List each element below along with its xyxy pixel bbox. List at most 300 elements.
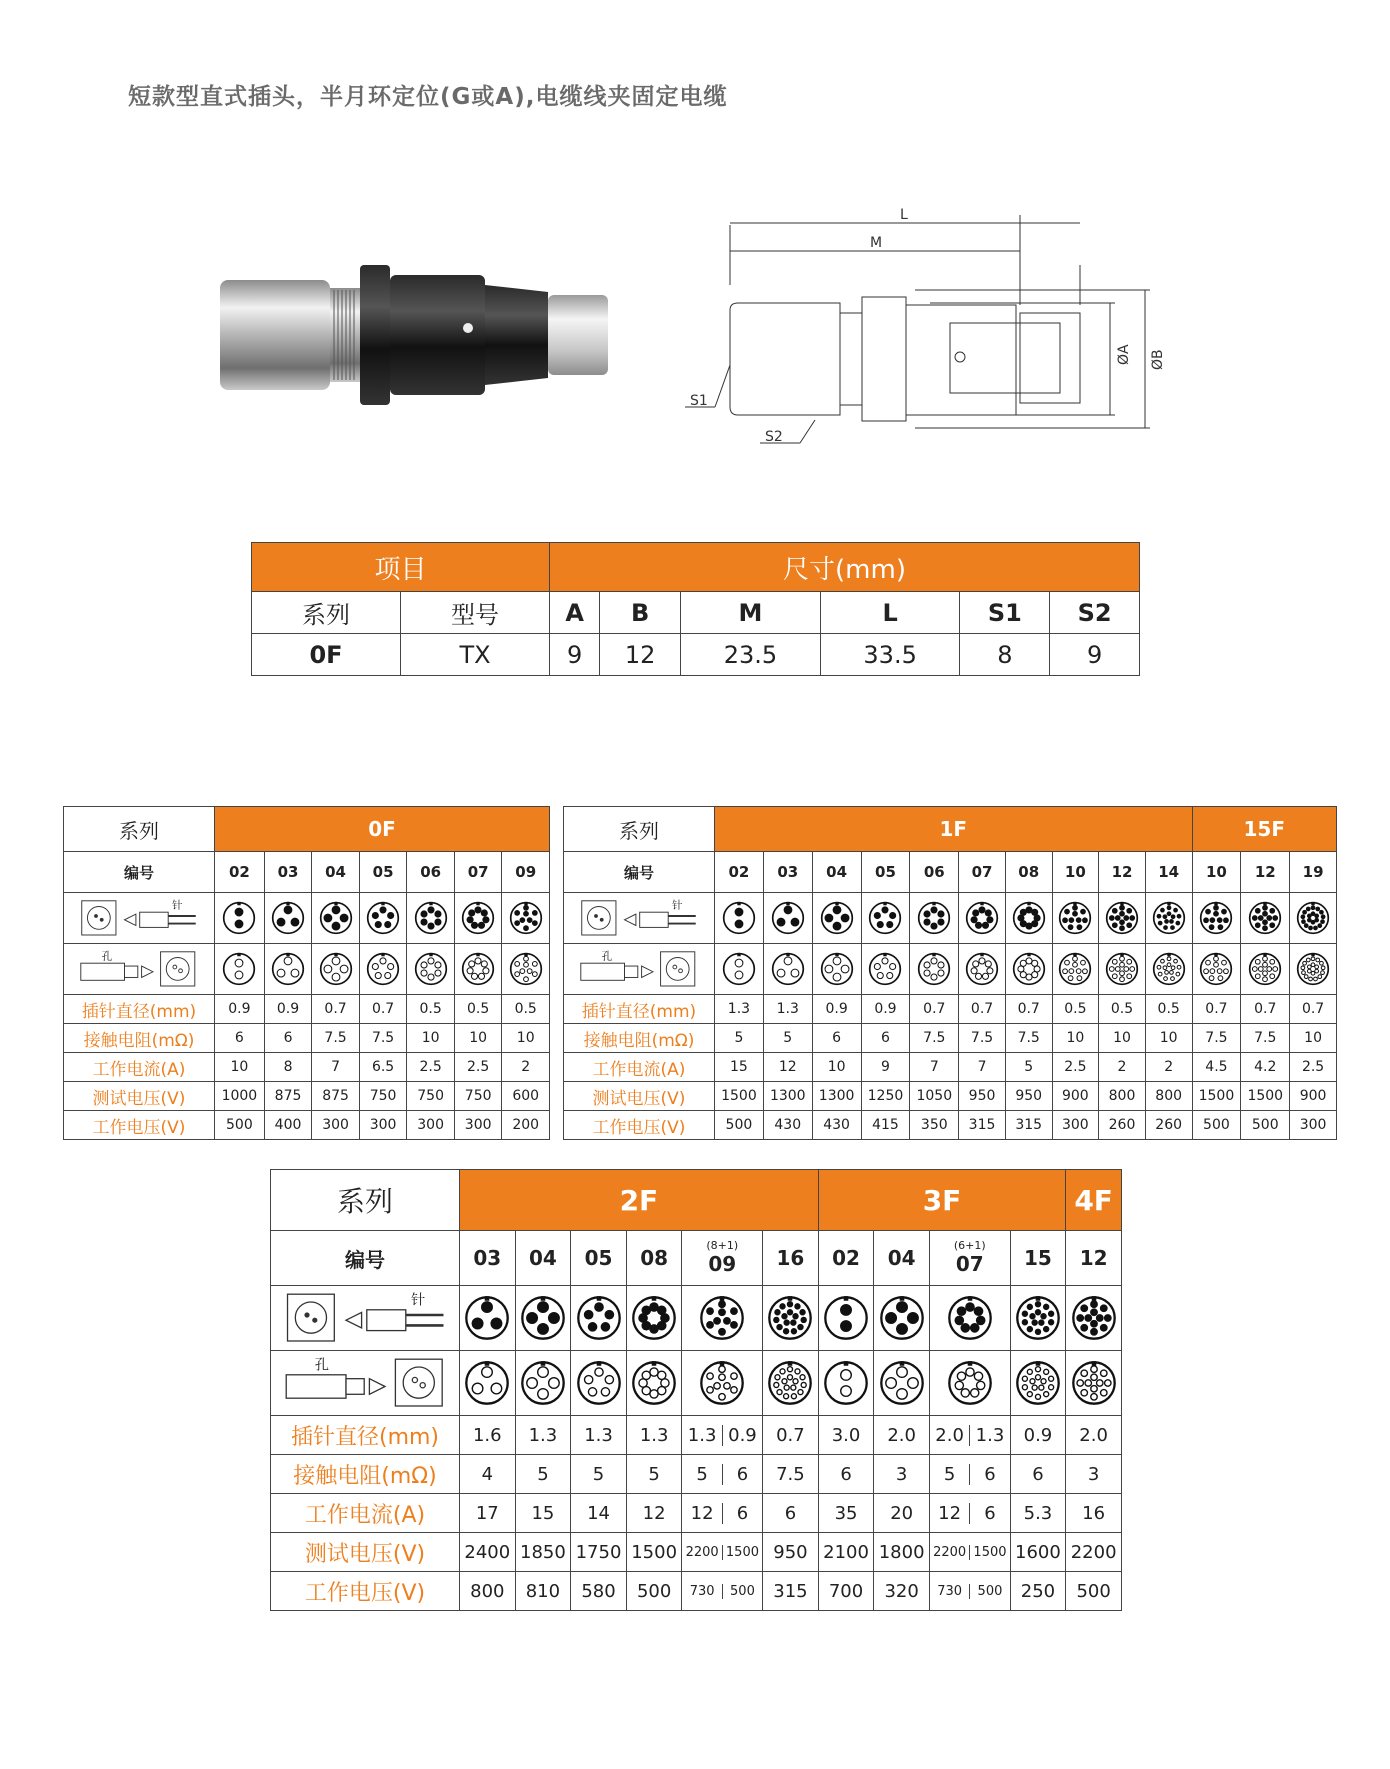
contact-number-10 [1052,852,1099,893]
svg-text:针: 针 [672,899,683,912]
pin-dia-value: 0.5 [1052,995,1099,1024]
pin-dia-value: 0.9 [861,995,910,1024]
split-part: 6 [984,1463,996,1485]
contact-number-12 [1241,852,1290,893]
current-label: 工作电流(A) [271,1494,460,1533]
row-model: TX [401,634,550,676]
pin-dia-value: 1.3 [715,995,764,1024]
resistance-value: 5 [626,1455,682,1494]
hole-layout-16-icon [763,1351,819,1416]
work-voltage-value: 260 [1145,1111,1192,1140]
val-M: 23.5 [681,634,821,676]
test-voltage-value: 1500 [626,1533,682,1572]
hole-layout-12-icon [1066,1351,1122,1416]
work-voltage-value: 430 [812,1111,861,1140]
hole-layout-10-icon [1052,944,1099,995]
contact-number-03 [264,852,312,893]
resistance-value: 7.5 [359,1024,407,1053]
current-value: 20 [874,1494,930,1533]
work-voltage-value: 800 [460,1572,516,1611]
resistance-value: 7.5 [1241,1024,1290,1053]
test-voltage-value: 875 [312,1082,360,1111]
resistance-label: 接触电阻(mΩ) [271,1455,460,1494]
resistance-value: 3 [874,1455,930,1494]
work-voltage-value: 300 [407,1111,455,1140]
work-voltage-value: 315 [1005,1111,1052,1140]
series-label: 系列 [271,1170,460,1231]
pin-layout-10-icon [1052,893,1099,944]
col-S2: S2 [1050,592,1140,634]
hole-legend [564,944,715,995]
pin-dia-value: 0.9 [812,995,861,1024]
work-voltage-label: 工作电压(V) [64,1111,215,1140]
contact-number-12 [1066,1231,1122,1286]
pin-layout-06-icon [910,893,959,944]
contact-number-05 [861,852,910,893]
work-voltage-value: 300 [1052,1111,1099,1140]
current-value: 10 [812,1053,861,1082]
work-voltage-value: 400 [264,1111,312,1140]
contact-number-05 [571,1231,627,1286]
resistance-label: 接触电阻(mΩ) [64,1024,215,1053]
series-label: 系列 [564,807,715,852]
contact-number-text: 02 [832,1246,860,1270]
pin-dia-label: 插针直径(mm) [564,995,715,1024]
test-voltage-value: 900 [1290,1082,1337,1111]
split-part: 5 [682,1464,722,1485]
contact-number-text: 03 [777,863,799,881]
pin-dia-value: 2.0 [874,1416,930,1455]
split-value [682,1533,762,1571]
split-part: 730 [930,1584,970,1599]
contact-number-07 [929,1231,1010,1286]
pin-layout-16-icon [763,1286,819,1351]
hole-layout-08-icon [626,1351,682,1416]
test-voltage-value: 1500 [1192,1082,1241,1111]
hole-layout-04-icon [874,1351,930,1416]
pin-layout-09-icon [682,1286,763,1351]
pin-layout-10-icon [1192,893,1241,944]
pin-dia-value: 0.9 [1010,1416,1066,1455]
resistance-value: 10 [1052,1024,1099,1053]
pin-layout-04-icon [312,893,360,944]
contact-number-05 [359,852,407,893]
pin-layout-08-icon [1005,893,1052,944]
split-part: 500 [977,1583,1003,1599]
work-voltage-value: 810 [515,1572,571,1611]
resistance-value: 7.5 [1005,1024,1052,1053]
pin-dia-value: 1.3 [626,1416,682,1455]
test-voltage-label: 测试电压(V) [271,1533,460,1572]
pin-dia-label: 插针直径(mm) [271,1416,460,1455]
test-voltage-label: 测试电压(V) [64,1082,215,1111]
resistance-value: 10 [407,1024,455,1053]
svg-text:孔: 孔 [314,1358,329,1375]
contact-number-12 [1099,852,1146,893]
test-voltage-value: 950 [763,1533,819,1572]
current-value: 17 [460,1494,516,1533]
contact-number-text: 19 [1302,863,1324,881]
page-title: 短款型直式插头，半月环定位(G或A),电缆线夹固定电缆 [128,84,728,110]
test-voltage-value: 1850 [515,1533,571,1572]
contact-number-text: 15 [1024,1246,1052,1270]
current-value: 9 [861,1053,910,1082]
val-S2: 9 [1050,634,1140,676]
contact-number-text: 07 [955,1252,984,1276]
contact-number-06 [910,852,959,893]
val-A: 9 [550,634,600,676]
contact-number-text: 04 [528,1246,557,1270]
hole-layout-03-icon [763,944,812,995]
pin-layout-12-icon [1241,893,1290,944]
current-value: 16 [1066,1494,1122,1533]
pin-layout-04-icon [874,1286,930,1351]
hole-layout-14-icon [1145,944,1192,995]
split-value [682,1455,762,1493]
contact-number-text: 08 [1018,863,1040,881]
work-voltage-value: 350 [910,1111,959,1140]
split-part: 12 [682,1503,722,1524]
pin-layout-02-icon [215,893,265,944]
work-voltage-value: 300 [454,1111,502,1140]
pin-dia-value: 0.9 [215,995,265,1024]
contact-note: (8+1) [706,1239,739,1252]
resistance-value: 10 [454,1024,502,1053]
pin-dia-value: 1.3 [763,995,812,1024]
work-voltage-value: 500 [1241,1111,1290,1140]
contact-note: (6+1) [953,1239,986,1252]
work-voltage-value: 500 [626,1572,682,1611]
split-value [930,1494,1010,1532]
current-value [929,1494,1010,1533]
pin-dia-value: 0.7 [959,995,1006,1024]
hole-layout-07-icon [959,944,1006,995]
col-model: 型号 [401,592,550,634]
current-value: 14 [571,1494,627,1533]
pin-dia-value: 0.7 [910,995,959,1024]
pin-layout-03-icon [763,893,812,944]
hole-layout-12-icon [1099,944,1146,995]
test-voltage-value: 2100 [818,1533,874,1572]
pin-dia-value: 2.0 [1066,1416,1122,1455]
resistance-value: 4 [460,1455,516,1494]
pin-dia-value: 0.7 [312,995,360,1024]
current-label: 工作电流(A) [64,1053,215,1082]
current-value: 7 [312,1053,360,1082]
current-value: 6.5 [359,1053,407,1082]
split-value [682,1416,762,1454]
pin-layout-07-icon [959,893,1006,944]
split-value [930,1416,1010,1454]
contact-number-02 [715,852,764,893]
split-value [930,1572,1010,1610]
test-voltage-value: 1800 [874,1533,930,1572]
resistance-value: 10 [502,1024,550,1053]
hole-layout-06-icon [407,944,455,995]
split-part: 6 [736,1502,749,1524]
table-1f [563,806,1337,1140]
svg-text:孔: 孔 [601,950,613,963]
contact-number-text: 12 [1254,863,1276,881]
pin-layout-12-icon [1099,893,1146,944]
dimension-table [251,542,1140,676]
contact-number-text: 05 [584,1246,613,1270]
work-voltage-value: 300 [312,1111,360,1140]
work-voltage-value: 200 [502,1111,550,1140]
work-voltage-label: 工作电压(V) [564,1111,715,1140]
hole-layout-12-icon [1241,944,1290,995]
contact-number-09 [502,852,550,893]
number-label: 编号 [64,852,215,893]
val-B: 12 [600,634,681,676]
hole-layout-04-icon [812,944,861,995]
resistance-value: 6 [215,1024,265,1053]
test-voltage-value: 750 [359,1082,407,1111]
series-0f: 0F [215,807,550,852]
pin-dia-value: 0.5 [1099,995,1146,1024]
pin-dia-value: 3.0 [818,1416,874,1455]
pin-dia-value: 0.7 [359,995,407,1024]
test-voltage-value: 1300 [812,1082,861,1111]
pin-dia-value: 1.6 [460,1416,516,1455]
pin-layout-19-icon [1290,893,1337,944]
test-voltage-value [929,1533,1010,1572]
test-voltage-value: 900 [1052,1082,1099,1111]
test-voltage-value: 1600 [1010,1533,1066,1572]
contact-number-text: 08 [640,1246,669,1270]
work-voltage-value [682,1572,763,1611]
test-voltage-value: 1750 [571,1533,627,1572]
work-voltage-value: 580 [571,1572,627,1611]
test-voltage-value: 1300 [763,1082,812,1111]
series-4f: 4F [1066,1170,1122,1231]
hole-layout-04-icon [515,1351,571,1416]
contact-number-04 [515,1231,571,1286]
hole-legend [64,944,215,995]
pin-dia-value [929,1416,1010,1455]
current-value: 2 [1099,1053,1146,1082]
current-value: 2.5 [1290,1053,1337,1082]
contact-number-text: 04 [887,1246,916,1270]
pin-dia-value: 0.5 [502,995,550,1024]
contact-number-03 [460,1231,516,1286]
table-0f [63,806,550,1140]
split-value [930,1533,1010,1571]
work-voltage-value: 300 [359,1111,407,1140]
contact-number-06 [407,852,455,893]
split-part: 1500 [725,1544,759,1560]
test-voltage-value [682,1533,763,1572]
hole-layout-09-icon [682,1351,763,1416]
contact-number-02 [215,852,265,893]
contact-number-07 [959,852,1006,893]
work-voltage-value: 315 [763,1572,819,1611]
current-value: 12 [626,1494,682,1533]
series-label: 系列 [64,807,215,852]
work-voltage-value [929,1572,1010,1611]
split-part: 0.9 [728,1424,757,1446]
svg-text:孔: 孔 [101,950,113,963]
number-label: 编号 [564,852,715,893]
resistance-value: 6 [861,1024,910,1053]
current-value: 5 [1005,1053,1052,1082]
pin-dia-value: 1.3 [515,1416,571,1455]
col-S1: S1 [960,592,1050,634]
work-voltage-value: 415 [861,1111,910,1140]
test-voltage-value: 1500 [715,1082,764,1111]
test-voltage-value: 1000 [215,1082,265,1111]
work-voltage-value: 315 [959,1111,1006,1140]
contact-number-07 [454,852,502,893]
col-B: B [600,592,681,634]
connector-photo [218,260,613,410]
contact-number-text: 07 [467,863,489,881]
resistance-value: 5 [515,1455,571,1494]
resistance-value: 5 [571,1455,627,1494]
contact-number-text: 03 [473,1246,502,1270]
contact-number-15 [1010,1231,1066,1286]
current-value: 15 [715,1053,764,1082]
contact-number-text: 10 [1064,863,1086,881]
split-part: 2200 [930,1545,970,1560]
resistance-value: 6 [818,1455,874,1494]
resistance-value: 6 [1010,1455,1066,1494]
label-A: ØA [1116,344,1132,365]
label-S2: S2 [765,429,783,445]
pin-dia-value: 0.7 [1192,995,1241,1024]
col-M: M [681,592,821,634]
pin-legend [271,1286,460,1351]
pin-dia-value: 0.7 [1005,995,1052,1024]
hole-layout-09-icon [502,944,550,995]
current-value: 2 [502,1053,550,1082]
pin-layout-12-icon [1066,1286,1122,1351]
contact-number-text: 05 [875,863,896,881]
contact-number-text: 09 [708,1252,737,1276]
resistance-value: 10 [1145,1024,1192,1053]
resistance-value: 7.5 [959,1024,1006,1053]
col-L: L [820,592,960,634]
pin-dia-value: 0.7 [763,1416,819,1455]
label-S1: S1 [690,393,708,409]
current-label: 工作电流(A) [564,1053,715,1082]
pin-dia-value: 0.5 [1145,995,1192,1024]
resistance-value [682,1455,763,1494]
pin-layout-06-icon [407,893,455,944]
work-voltage-value: 260 [1099,1111,1146,1140]
pin-layout-15-icon [1010,1286,1066,1351]
pin-dia-value: 0.9 [264,995,312,1024]
test-voltage-label: 测试电压(V) [564,1082,715,1111]
split-value [682,1572,762,1610]
work-voltage-value: 300 [1290,1111,1337,1140]
hole-layout-02-icon [818,1351,874,1416]
dimension-drawing [690,195,1170,445]
pin-dia-value: 0.7 [1290,995,1337,1024]
resistance-value: 7.5 [1192,1024,1241,1053]
contact-number-19 [1290,852,1337,893]
work-voltage-value: 320 [874,1572,930,1611]
resistance-value: 7.5 [312,1024,360,1053]
current-value: 2.5 [407,1053,455,1082]
hole-layout-05-icon [359,944,407,995]
contact-number-text: 12 [1111,863,1133,881]
resistance-label: 接触电阻(mΩ) [564,1024,715,1053]
number-label: 编号 [271,1231,460,1286]
test-voltage-value: 950 [959,1082,1006,1111]
contact-number-text: 02 [228,863,250,881]
split-part: 1.3 [682,1425,722,1446]
hole-layout-08-icon [1005,944,1052,995]
pin-layout-09-icon [502,893,550,944]
split-value [682,1494,762,1532]
current-value: 12 [763,1053,812,1082]
contact-number-08 [626,1231,682,1286]
contact-number-04 [312,852,360,893]
split-value [930,1455,1010,1493]
contact-number-04 [874,1231,930,1286]
pin-dia-value: 0.5 [407,995,455,1024]
pin-layout-04-icon [812,893,861,944]
series-3f: 3F [818,1170,1066,1231]
resistance-value: 10 [1290,1024,1337,1053]
pin-layout-05-icon [861,893,910,944]
split-part: 5 [930,1464,970,1485]
test-voltage-value: 1250 [861,1082,910,1111]
pin-layout-14-icon [1145,893,1192,944]
contact-number-text: 04 [826,863,848,881]
current-value: 2.5 [1052,1053,1099,1082]
hole-layout-19-icon [1290,944,1337,995]
test-voltage-value: 2400 [460,1533,516,1572]
hole-layout-02-icon [715,944,764,995]
contact-number-text: 07 [971,863,993,881]
contact-number-text: 06 [420,863,442,881]
resistance-value: 6 [264,1024,312,1053]
contact-number-text: 03 [277,863,299,881]
pin-dia-value: 1.3 [571,1416,627,1455]
pin-layout-07-icon [929,1286,1010,1351]
contact-number-text: 10 [1205,863,1227,881]
hole-layout-02-icon [215,944,265,995]
split-part: 2200 [682,1545,722,1560]
pin-layout-02-icon [715,893,764,944]
col-series: 系列 [252,592,401,634]
hole-layout-07-icon [929,1351,1010,1416]
pin-layout-03-icon [264,893,312,944]
pin-layout-02-icon [818,1286,874,1351]
current-value: 35 [818,1494,874,1533]
contact-number-text: 09 [515,863,537,881]
split-part: 6 [984,1502,996,1524]
work-voltage-value: 500 [715,1111,764,1140]
current-value: 7 [959,1053,1006,1082]
hole-layout-05-icon [571,1351,627,1416]
contact-number-text: 14 [1158,863,1180,881]
test-voltage-value: 750 [454,1082,502,1111]
work-voltage-value: 700 [818,1572,874,1611]
split-part: 1500 [973,1544,1007,1560]
current-value: 8 [264,1053,312,1082]
current-value: 2.5 [454,1053,502,1082]
current-value: 6 [763,1494,819,1533]
contact-number-text: 04 [325,863,346,881]
series-1f: 1F [715,807,1193,852]
resistance-value: 5 [715,1024,764,1053]
contact-number-08 [1005,852,1052,893]
pin-dia-value: 0.5 [454,995,502,1024]
work-voltage-label: 工作电压(V) [271,1572,460,1611]
